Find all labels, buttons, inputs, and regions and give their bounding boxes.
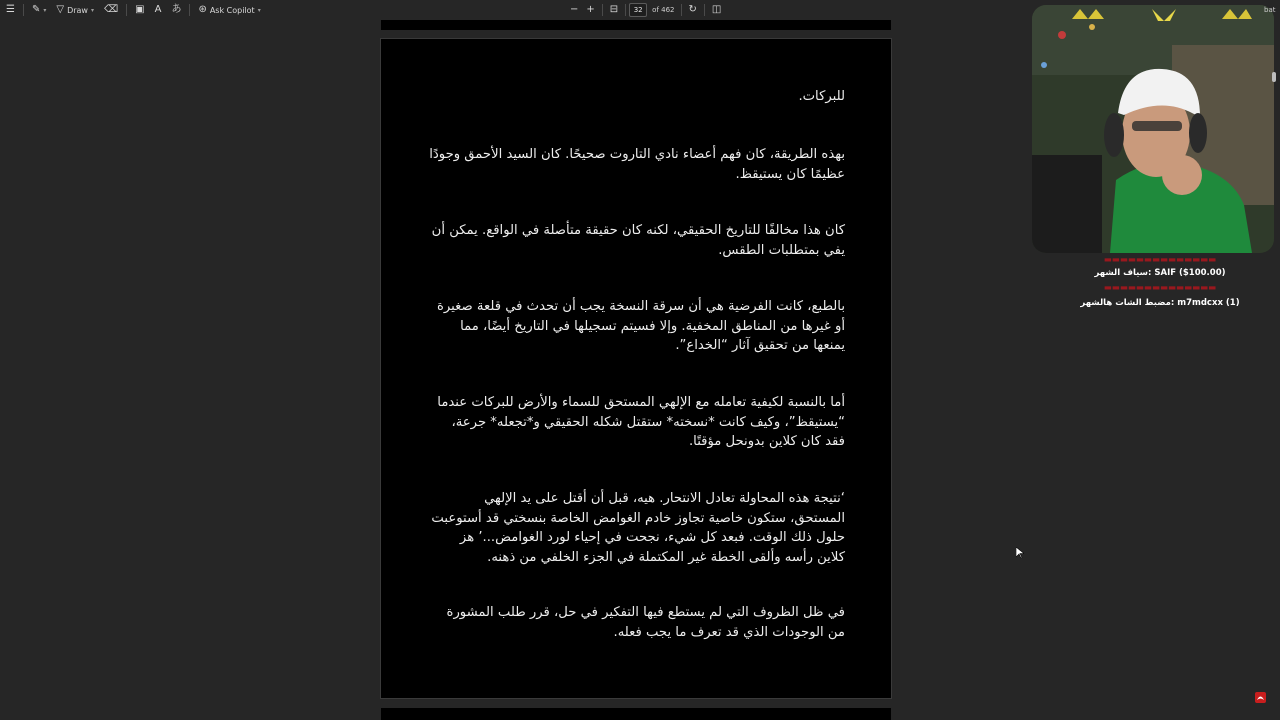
text-box-button[interactable] bbox=[130, 0, 149, 20]
zoom-in-button[interactable] bbox=[582, 0, 598, 20]
toolbar-divider bbox=[23, 4, 24, 16]
overlay-line: m7mdcxx (1) :مضبط الشات هالشهر bbox=[1080, 298, 1240, 308]
document-page bbox=[381, 39, 891, 698]
paragraph: بهذه الطريقة، كان فهم أعضاء نادي التاروت صحيحًا. كان السيد الأحمق وجودًا عظيمًا كان يستيقظ. bbox=[429, 147, 845, 182]
page-total: of 462 bbox=[652, 6, 675, 14]
text-box-icon: ▣ bbox=[135, 4, 145, 15]
contents-button[interactable] bbox=[0, 0, 20, 20]
ask-copilot-button[interactable] bbox=[193, 0, 265, 20]
read-aloud-button[interactable] bbox=[150, 0, 167, 20]
overlay-faded-line: ▬▬▬▬▬▬▬▬▬▬▬▬▬▬ bbox=[1103, 255, 1217, 265]
scrollbar-thumb[interactable] bbox=[1272, 72, 1276, 82]
eraser-button[interactable] bbox=[99, 0, 123, 20]
draw-icon: ▽ bbox=[56, 4, 65, 15]
chevron-down-icon: ▾ bbox=[43, 6, 47, 14]
webcam-overlay bbox=[1032, 5, 1274, 253]
toolbar-divider bbox=[189, 4, 190, 16]
rotate-button[interactable] bbox=[685, 0, 701, 20]
fit-page-button[interactable] bbox=[606, 0, 622, 20]
overlay-line: SAIF ($100.00) :سياف الشهر bbox=[1094, 268, 1226, 278]
mouse-cursor-icon bbox=[1016, 547, 1024, 559]
paragraph: بالطبع، كانت الفرضية هي أن سرقة النسخة يجب أن تحدث في قلعة صغيرة أو غيرها من المناطق المخفية. وإلا فسيتم تسجيلها في التاريخ أيضًا، مما يمنعها من تحقيق آثار “الخداع”. bbox=[436, 299, 845, 353]
chevron-down-icon: ▾ bbox=[90, 6, 94, 14]
chevron-down-icon: ▾ bbox=[257, 6, 261, 14]
toolbar-divider bbox=[126, 4, 127, 16]
rotate-icon: ↻ bbox=[688, 4, 697, 15]
paragraph: كان هذا مخالفًا للتاريخ الحقيقي، لكنه كان حقيقة متأصلة في الواقع. يمكن أن يفي بمتطلبات الطقس. bbox=[431, 223, 845, 258]
highlight-button[interactable] bbox=[27, 0, 51, 20]
translate-button[interactable] bbox=[166, 0, 186, 20]
page-view-button[interactable] bbox=[708, 0, 725, 20]
draw-label: Draw bbox=[67, 5, 88, 15]
stream-top-label: bat bbox=[1264, 6, 1276, 14]
page-view-icon: ◫ bbox=[711, 4, 722, 15]
toolbar-divider bbox=[681, 4, 682, 16]
paragraph: في ظل الظروف التي لم يستطع فيها التفكير في حل، قرر طلب المشورة من الوجودات الذي قد تعرف ما يجب فعله. bbox=[446, 605, 845, 640]
paragraph: للبركات. bbox=[798, 89, 845, 104]
fit-page-icon: ⊟ bbox=[609, 4, 619, 15]
toolbar-divider bbox=[602, 4, 603, 16]
translate-icon: あ bbox=[171, 4, 182, 15]
toolbar-divider bbox=[625, 4, 626, 16]
draw-button[interactable] bbox=[51, 0, 99, 20]
contents-icon: ☰ bbox=[6, 4, 15, 15]
ask-copilot-label: Ask Copilot bbox=[209, 5, 255, 15]
eraser-icon: ⌫ bbox=[104, 4, 119, 15]
crown-decoration bbox=[1072, 5, 1252, 25]
overlay-faded-line: ▬▬▬▬▬▬▬▬▬▬▬▬▬▬ bbox=[1103, 283, 1217, 293]
zoom-in-icon: + bbox=[586, 4, 595, 15]
previous-page-edge bbox=[381, 20, 891, 30]
paragraph: ‘نتيجة هذه المحاولة تعادل الانتحار. هيه، قبل أن أقتل على يد الإلهي المستحق، ستكون خاصية تجاوز خادم الغوامض الخاصة بنسختي قد أستوعبت حلول ذلك الوقت. فبعد كل شيء، نجحت في إحياء لورد الغوامض...’ هز كلاين رأسه وألقى الخطة غير المكتملة في الجزء الخلفي من ذهنه. bbox=[431, 491, 845, 565]
paragraph: أما بالنسبة لكيفية تعامله مع الإلهي المستحق للسماء والأرض للبركات عندما “يستيقظ”، وكيف كانت *نسخته* ستقتل شكله الحقيقي و*تجعله* جرعة، فقد كان كلاين بدونحل مؤقتًا. bbox=[437, 395, 845, 449]
zoom-out-icon: − bbox=[570, 4, 579, 15]
next-page-edge bbox=[381, 708, 891, 720]
page-controls bbox=[566, 0, 725, 20]
zoom-out-button[interactable] bbox=[566, 0, 582, 20]
toolbar-divider bbox=[704, 4, 705, 16]
streamer-camera-image bbox=[1032, 5, 1274, 253]
highlight-icon: ✎ bbox=[31, 4, 41, 15]
acrobat-icon[interactable] bbox=[1255, 692, 1266, 703]
page-number-input[interactable]: 32 bbox=[629, 3, 647, 17]
copilot-icon: ⊛ bbox=[198, 4, 207, 15]
read-aloud-icon: A bbox=[154, 4, 162, 15]
